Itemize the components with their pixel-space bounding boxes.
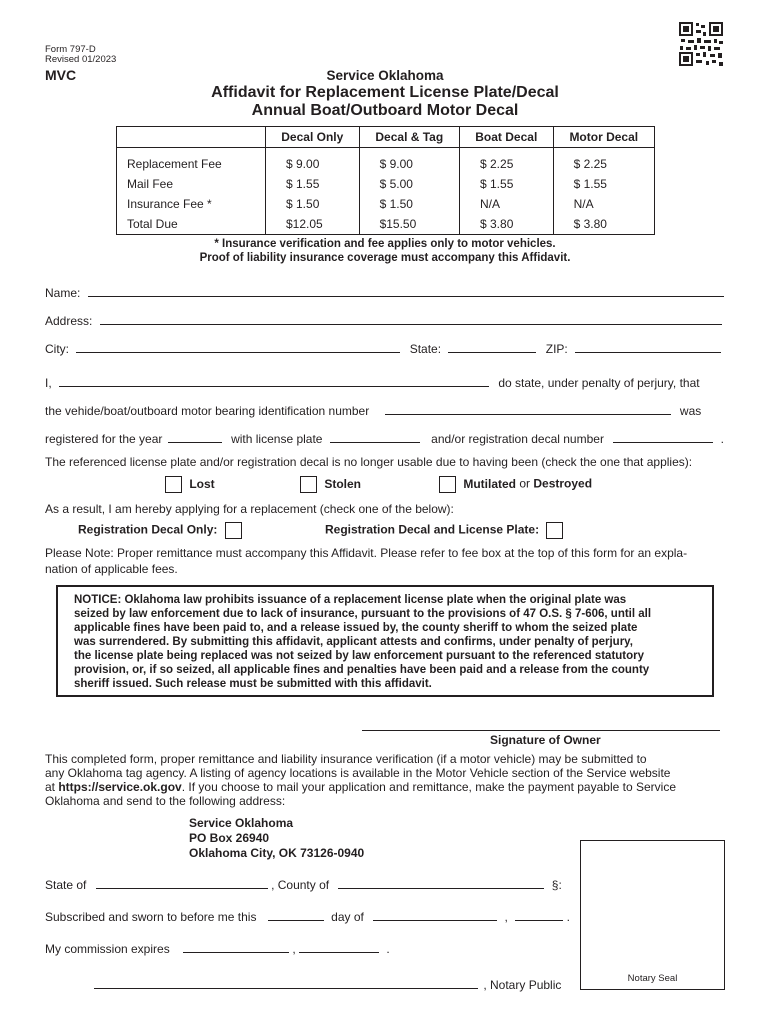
day-field[interactable] <box>268 908 324 921</box>
signature-label: Signature of Owner <box>490 733 601 747</box>
notary-signature-field[interactable] <box>94 976 478 989</box>
or-text: or <box>519 476 531 491</box>
commission-label: My commission expires <box>45 942 170 956</box>
subscribed-row <box>45 908 570 924</box>
fee-cell: $ 9.00 <box>266 148 360 175</box>
stolen-label: Stolen <box>324 476 362 491</box>
option-mutilated-destroyed[interactable] <box>439 476 592 493</box>
row-label: Insurance Fee * <box>127 197 212 211</box>
fee-cell: $ 3.80 <box>460 214 554 234</box>
please-note-line1: Please Note: Proper remittance must accompany this Affidavit. Please refer to fee box at the top of this form for an expla- <box>45 546 688 560</box>
form-number: Form 797-D <box>45 44 96 55</box>
notary-public-row <box>94 976 561 992</box>
state-field[interactable] <box>448 340 536 353</box>
col-boat-decal: Boat Decal <box>460 127 554 148</box>
revised-date: Revised 01/2023 <box>45 54 117 65</box>
address-row <box>45 312 725 328</box>
commission-year-field[interactable] <box>299 940 379 953</box>
fee-table-corner <box>117 127 266 148</box>
decal-only-checkbox[interactable] <box>225 522 242 539</box>
instructions-line3-rest: . If you choose to mail your application and remittance, make the payment payable to Service <box>181 780 676 794</box>
period-text: . <box>566 910 570 924</box>
lost-label: Lost <box>189 476 215 491</box>
division-code: MVC <box>45 67 77 83</box>
decal-number-field[interactable] <box>613 430 713 443</box>
submission-instructions <box>45 752 735 808</box>
owner-signature-field[interactable] <box>362 720 720 731</box>
vehicle-id-text: the vehide/boat/outboard motor bearing identification number <box>45 404 370 418</box>
address-label: Address: <box>45 314 93 328</box>
was-text: was <box>679 404 702 418</box>
col-decal-only: Decal Only <box>266 127 360 148</box>
option-lost[interactable] <box>165 476 215 493</box>
city-label: City: <box>45 342 69 356</box>
fee-cell: $ 1.55 <box>460 174 554 194</box>
instructions-at: at <box>45 780 59 794</box>
agency-name: Service Oklahoma <box>326 68 444 83</box>
row-label: Replacement Fee <box>127 157 222 171</box>
fee-cell: $ 9.00 <box>359 148 459 175</box>
fee-table <box>116 126 655 235</box>
col-motor-decal: Motor Decal <box>553 127 654 148</box>
fee-cell: $ 3.80 <box>553 214 654 234</box>
form-title-line1: Affidavit for Replacement License Plate/Decal <box>211 84 559 101</box>
fee-cell: $ 1.55 <box>553 174 654 194</box>
fee-cell: $ 1.50 <box>266 194 360 214</box>
notice-line: was surrendered. By submitting this affidavit, applicant attests and confirms, under penalty of perjury, <box>74 636 633 648</box>
instructions-line4: Oklahoma and send to the following address: <box>45 794 286 808</box>
comma-text: , <box>504 910 508 924</box>
option-stolen[interactable] <box>300 476 361 493</box>
option-decal-only[interactable] <box>78 522 242 539</box>
year-field[interactable] <box>168 430 222 443</box>
name-label: Name: <box>45 286 81 300</box>
commission-date-field[interactable] <box>183 940 289 953</box>
fee-cell: $ 5.00 <box>359 174 459 194</box>
period-text: . <box>720 432 724 446</box>
replacement-intro: As a result, I am hereby applying for a replacement (check one of the below): <box>45 502 454 516</box>
registered-text: registered for the year <box>45 432 163 446</box>
notice-line: seized by law enforcement due to lack of insurance, pursuant to the provisions of 47 O.S. § 7-606, until all <box>74 608 652 620</box>
comma-text: , <box>292 942 296 956</box>
instructions-line3 <box>45 780 735 794</box>
notary-state-field[interactable] <box>96 876 268 889</box>
name-row <box>45 284 725 300</box>
please-note-line2: nation of applicable fees. <box>45 562 178 576</box>
row-label: Mail Fee <box>127 177 174 191</box>
subscribed-label: Subscribed and sworn to before me this <box>45 910 257 924</box>
fee-cell: N/A <box>553 194 654 214</box>
instructions-line2: any Oklahoma tag agency. A listing of agency locations is available in the Motor Vehicle section of the Service website <box>45 766 671 780</box>
fee-cell: $15.50 <box>359 214 459 234</box>
mutilated-label: Mutilated <box>463 476 517 491</box>
table-row <box>117 194 654 214</box>
qr-code-icon <box>679 22 723 66</box>
referenced-text: The referenced license plate and/or registration decal is no longer usable due to having been (check the one that applies): <box>45 455 693 469</box>
notice-box <box>56 585 714 697</box>
address-line: PO Box 26940 <box>189 831 270 845</box>
month-field[interactable] <box>373 908 497 921</box>
notary-state-row <box>45 876 562 892</box>
notary-seal-label: Notary Seal <box>627 973 678 984</box>
notice-line: NOTICE: Oklahoma law prohibits issuance of a replacement license plate when the original plate was <box>74 594 627 606</box>
notary-county-field[interactable] <box>338 876 544 889</box>
insurance-note-line2: Proof of liability insurance coverage must accompany this Affidavit. <box>199 252 571 264</box>
do-state-text: do state, under penalty of perjury, that <box>498 376 700 390</box>
notary-seal-box <box>580 840 725 990</box>
and-or-text: and/or registration decal number <box>431 432 604 446</box>
lost-checkbox[interactable] <box>165 476 182 493</box>
zip-field[interactable] <box>575 340 721 353</box>
notary-public-label: , Notary Public <box>483 978 562 992</box>
commission-row <box>45 940 390 956</box>
mutilated-checkbox[interactable] <box>439 476 456 493</box>
address-line: Service Oklahoma <box>189 816 294 830</box>
notice-line: the license plate being replaced was not seized by law enforcement pursuant to the referenced statutory <box>74 650 645 662</box>
notice-line: provision, or, if so seized, all applicable fines and penalties have been paid and a release from the county <box>74 664 650 676</box>
service-website-link[interactable]: https://service.ok.gov <box>58 780 182 794</box>
notice-line: sheriff issued. Such release must be submitted with this affidavit. <box>74 678 432 690</box>
year-sworn-field[interactable] <box>515 908 563 921</box>
fee-cell: N/A <box>460 194 554 214</box>
fee-cell: $ 1.50 <box>359 194 459 214</box>
fee-cell: $ 1.55 <box>266 174 360 194</box>
table-row <box>117 174 654 194</box>
license-plate-field[interactable] <box>330 430 420 443</box>
instructions-line1: This completed form, proper remittance and liability insurance verification (if a motor vehicle) may be submitted to <box>45 752 647 766</box>
state-label: State: <box>409 342 442 356</box>
address-line: Oklahoma City, OK 73126-0940 <box>189 846 365 860</box>
zip-label: ZIP: <box>545 342 568 356</box>
notice-line: applicable fines have been paid to, and a release issued by, the county sheriff to whom the seized plate <box>74 622 638 634</box>
city-row <box>45 340 725 356</box>
destroyed-label: Destroyed <box>533 476 593 491</box>
insurance-note-line1: * Insurance verification and fee applies only to motor vehicles. <box>214 238 556 250</box>
day-of-label: day of <box>331 910 364 924</box>
city-field[interactable] <box>76 340 400 353</box>
name-field[interactable] <box>88 284 724 297</box>
statement-row1 <box>45 374 725 390</box>
mailing-address <box>189 816 364 861</box>
identification-number-field[interactable] <box>385 402 671 415</box>
address-field[interactable] <box>100 312 722 325</box>
row-label: Total Due <box>127 217 178 231</box>
affiant-name-field[interactable] <box>59 374 489 387</box>
i-label: I, <box>45 376 52 390</box>
stolen-checkbox[interactable] <box>300 476 317 493</box>
col-decal-tag: Decal & Tag <box>359 127 459 148</box>
period-text: . <box>386 942 390 956</box>
state-of-label: State of <box>45 878 87 892</box>
option-decal-and-plate[interactable] <box>325 522 563 539</box>
fee-cell: $ 2.25 <box>460 148 554 175</box>
county-of-label: , County of <box>271 878 330 892</box>
table-row <box>117 214 654 234</box>
fee-cell: $ 2.25 <box>553 148 654 175</box>
fee-cell: $12.05 <box>266 214 360 234</box>
section-symbol: §: <box>551 878 562 892</box>
decal-and-plate-label: Registration Decal and License Plate: <box>325 522 540 537</box>
with-plate-text: with license plate <box>231 432 323 446</box>
form-title-line2: Annual Boat/Outboard Motor Decal <box>251 102 519 119</box>
decal-only-label: Registration Decal Only: <box>78 522 218 537</box>
statement-row2 <box>45 402 725 418</box>
decal-and-plate-checkbox[interactable] <box>546 522 563 539</box>
table-row <box>117 148 654 175</box>
statement-row3 <box>45 430 725 446</box>
